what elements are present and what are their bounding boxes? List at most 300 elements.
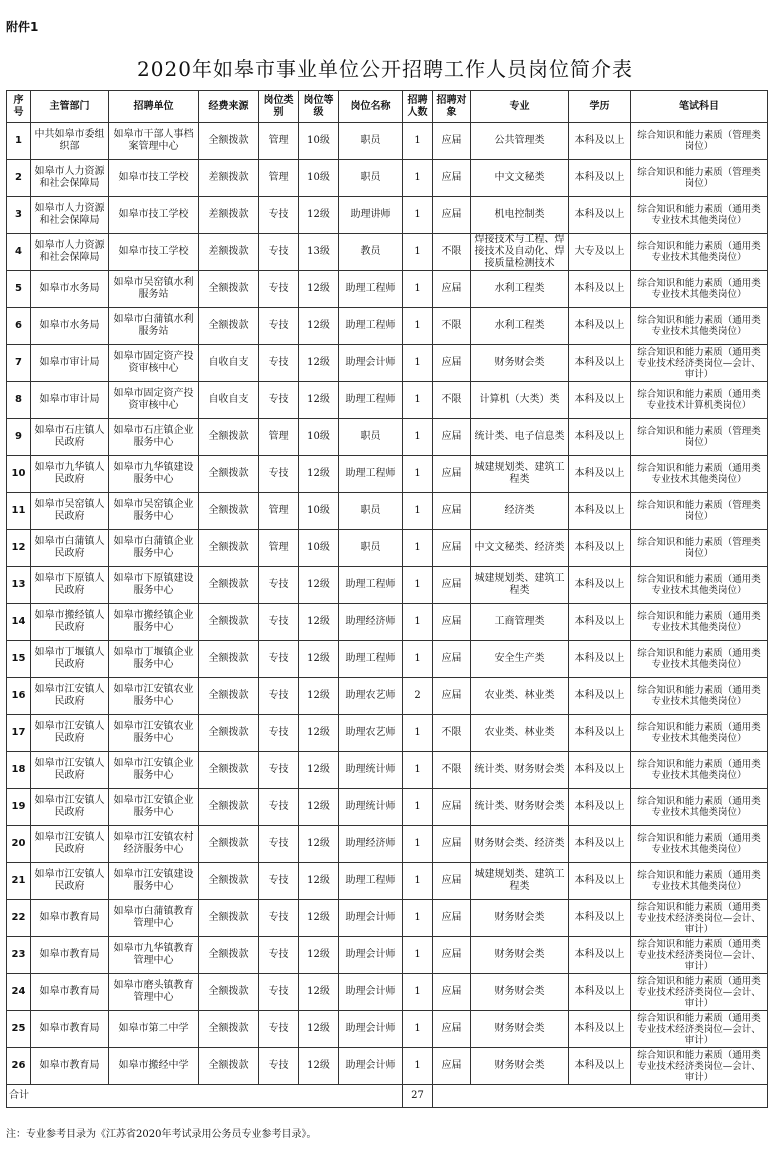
header-cell: 学历 <box>569 91 631 123</box>
attachment-label: 附件1 <box>6 20 39 34</box>
post-category: 专技 <box>259 604 299 641</box>
exam-subject: 综合知识和能力素质（管理类岗位） <box>631 530 768 567</box>
post-category: 专技 <box>259 826 299 863</box>
hire-target: 应届 <box>433 900 471 937</box>
post-category: 专技 <box>259 789 299 826</box>
hiring-unit: 如皋市江安镇企业服务中心 <box>109 752 199 789</box>
major: 农业类、林业类 <box>471 715 569 752</box>
row-number: 12 <box>7 530 31 567</box>
major: 财务财会类 <box>471 1011 569 1048</box>
hire-count: 2 <box>403 678 433 715</box>
post-level: 10级 <box>299 493 339 530</box>
post-level: 10级 <box>299 530 339 567</box>
education: 本科及以上 <box>569 493 631 530</box>
post-name: 助理工程师 <box>339 456 403 493</box>
exam-subject: 综合知识和能力素质（通用类专业技术其他类岗位） <box>631 271 768 308</box>
major: 焊接技术与工程、焊接技术及自动化、焊接质量检测技术 <box>471 234 569 271</box>
table-row <box>7 530 768 567</box>
post-name: 助理会计师 <box>339 974 403 1011</box>
post-name: 助理工程师 <box>339 863 403 900</box>
supervising-dept: 如皋市丁堰镇人民政府 <box>31 641 109 678</box>
post-name: 助理工程师 <box>339 271 403 308</box>
funding-source: 全额拨款 <box>199 456 259 493</box>
hiring-unit: 如皋市技工学校 <box>109 160 199 197</box>
hiring-unit: 如皋市江安镇农村经济服务中心 <box>109 826 199 863</box>
table-row <box>7 234 768 271</box>
funding-source: 全额拨款 <box>199 530 259 567</box>
hiring-unit: 如皋市磨头镇教育管理中心 <box>109 974 199 1011</box>
post-name: 职员 <box>339 530 403 567</box>
education: 本科及以上 <box>569 715 631 752</box>
major: 财务财会类 <box>471 345 569 382</box>
major: 中文文秘类、经济类 <box>471 530 569 567</box>
post-name: 职员 <box>339 419 403 456</box>
exam-subject: 综合知识和能力素质（通用类专业技术其他类岗位） <box>631 604 768 641</box>
row-number: 2 <box>7 160 31 197</box>
row-number: 9 <box>7 419 31 456</box>
supervising-dept: 如皋市教育局 <box>31 974 109 1011</box>
hire-target: 应届 <box>433 826 471 863</box>
post-level: 12级 <box>299 567 339 604</box>
supervising-dept: 如皋市人力资源和社会保障局 <box>31 234 109 271</box>
exam-subject: 综合知识和能力素质（管理类岗位） <box>631 493 768 530</box>
hire-target: 应届 <box>433 937 471 974</box>
supervising-dept: 如皋市江安镇人民政府 <box>31 863 109 900</box>
hire-target: 应届 <box>433 123 471 160</box>
hire-count: 1 <box>403 974 433 1011</box>
total-label: 合计 <box>7 1085 403 1108</box>
exam-subject: 综合知识和能力素质（通用类专业技术其他类岗位） <box>631 863 768 900</box>
hire-target: 应届 <box>433 1011 471 1048</box>
funding-source: 全额拨款 <box>199 678 259 715</box>
row-number: 3 <box>7 197 31 234</box>
funding-source: 差额拨款 <box>199 197 259 234</box>
table-row <box>7 900 768 937</box>
post-category: 专技 <box>259 382 299 419</box>
post-category: 专技 <box>259 863 299 900</box>
post-name: 助理会计师 <box>339 937 403 974</box>
major: 安全生产类 <box>471 641 569 678</box>
total-count: 27 <box>403 1085 433 1108</box>
exam-subject: 综合知识和能力素质（通用类专业技术经济类岗位—会计、审计） <box>631 1011 768 1048</box>
post-name: 助理工程师 <box>339 641 403 678</box>
post-category: 专技 <box>259 974 299 1011</box>
post-level: 12级 <box>299 863 339 900</box>
funding-source: 自收自支 <box>199 345 259 382</box>
funding-source: 全额拨款 <box>199 567 259 604</box>
row-number: 8 <box>7 382 31 419</box>
funding-source: 全额拨款 <box>199 715 259 752</box>
supervising-dept: 如皋市搬经镇人民政府 <box>31 604 109 641</box>
row-number: 17 <box>7 715 31 752</box>
hire-target: 应届 <box>433 493 471 530</box>
row-number: 23 <box>7 937 31 974</box>
post-name: 助理统计师 <box>339 752 403 789</box>
post-name: 助理会计师 <box>339 345 403 382</box>
supervising-dept: 如皋市下原镇人民政府 <box>31 567 109 604</box>
supervising-dept: 如皋市九华镇人民政府 <box>31 456 109 493</box>
post-category: 管理 <box>259 419 299 456</box>
education: 本科及以上 <box>569 752 631 789</box>
supervising-dept: 如皋市审计局 <box>31 382 109 419</box>
post-level: 12级 <box>299 937 339 974</box>
hiring-unit: 如皋市丁堰镇企业服务中心 <box>109 641 199 678</box>
hire-target: 应届 <box>433 604 471 641</box>
table-header-row <box>7 91 768 123</box>
header-cell: 岗位名称 <box>339 91 403 123</box>
post-name: 职员 <box>339 493 403 530</box>
post-level: 10级 <box>299 123 339 160</box>
exam-subject: 综合知识和能力素质（通用类专业技术其他类岗位） <box>631 234 768 271</box>
supervising-dept: 如皋市人力资源和社会保障局 <box>31 160 109 197</box>
exam-subject: 综合知识和能力素质（通用类专业技术其他类岗位） <box>631 715 768 752</box>
post-level: 12级 <box>299 826 339 863</box>
education: 本科及以上 <box>569 123 631 160</box>
post-name: 助理农艺师 <box>339 715 403 752</box>
supervising-dept: 如皋市江安镇人民政府 <box>31 826 109 863</box>
row-number: 20 <box>7 826 31 863</box>
post-category: 专技 <box>259 752 299 789</box>
post-level: 12级 <box>299 271 339 308</box>
post-level: 12级 <box>299 715 339 752</box>
hiring-unit: 如皋市白蒲镇教育管理中心 <box>109 900 199 937</box>
header-cell: 招聘人数 <box>403 91 433 123</box>
exam-subject: 综合知识和能力素质（通用类专业技术其他类岗位） <box>631 641 768 678</box>
hire-count: 1 <box>403 419 433 456</box>
post-category: 管理 <box>259 493 299 530</box>
major: 财务财会类 <box>471 900 569 937</box>
hiring-unit: 如皋市搬经镇企业服务中心 <box>109 604 199 641</box>
post-level: 12级 <box>299 456 339 493</box>
table-row <box>7 493 768 530</box>
exam-subject: 综合知识和能力素质（通用类专业技术其他类岗位） <box>631 678 768 715</box>
footnote: 注：专业参考目录为《江苏省2020年考试录用公务员专业参考目录》。 <box>6 1129 317 1140</box>
post-name: 职员 <box>339 123 403 160</box>
hiring-unit: 如皋市吴窑镇水利服务站 <box>109 271 199 308</box>
funding-source: 全额拨款 <box>199 271 259 308</box>
hire-target: 应届 <box>433 456 471 493</box>
supervising-dept: 如皋市江安镇人民政府 <box>31 678 109 715</box>
table-row <box>7 974 768 1011</box>
major: 财务财会类、经济类 <box>471 826 569 863</box>
row-number: 4 <box>7 234 31 271</box>
table-row <box>7 308 768 345</box>
post-category: 专技 <box>259 937 299 974</box>
hire-target: 应届 <box>433 678 471 715</box>
row-number: 10 <box>7 456 31 493</box>
hire-count: 1 <box>403 493 433 530</box>
row-number: 7 <box>7 345 31 382</box>
hire-target: 应届 <box>433 974 471 1011</box>
major: 工商管理类 <box>471 604 569 641</box>
major: 统计类、财务财会类 <box>471 752 569 789</box>
hire-count: 1 <box>403 530 433 567</box>
exam-subject: 综合知识和能力素质（通用类专业技术经济类岗位—会计、审计） <box>631 345 768 382</box>
table-row <box>7 160 768 197</box>
exam-subject: 综合知识和能力素质（管理类岗位） <box>631 123 768 160</box>
hire-count: 1 <box>403 567 433 604</box>
hire-target: 不限 <box>433 382 471 419</box>
post-level: 12级 <box>299 974 339 1011</box>
post-level: 10级 <box>299 419 339 456</box>
post-category: 专技 <box>259 197 299 234</box>
post-name: 助理农艺师 <box>339 678 403 715</box>
post-category: 专技 <box>259 715 299 752</box>
funding-source: 全额拨款 <box>199 900 259 937</box>
education: 本科及以上 <box>569 419 631 456</box>
hire-count: 1 <box>403 123 433 160</box>
major: 机电控制类 <box>471 197 569 234</box>
hire-count: 1 <box>403 160 433 197</box>
supervising-dept: 如皋市教育局 <box>31 1048 109 1085</box>
supervising-dept: 如皋市审计局 <box>31 345 109 382</box>
row-number: 6 <box>7 308 31 345</box>
post-name: 助理工程师 <box>339 308 403 345</box>
hire-target: 应届 <box>433 863 471 900</box>
funding-source: 全额拨款 <box>199 308 259 345</box>
education: 本科及以上 <box>569 345 631 382</box>
table-row <box>7 752 768 789</box>
education: 本科及以上 <box>569 678 631 715</box>
post-category: 专技 <box>259 234 299 271</box>
exam-subject: 综合知识和能力素质（通用类专业技术其他类岗位） <box>631 308 768 345</box>
hiring-unit: 如皋市下原镇建设服务中心 <box>109 567 199 604</box>
post-level: 12级 <box>299 752 339 789</box>
post-name: 助理会计师 <box>339 1048 403 1085</box>
hiring-unit: 如皋市技工学校 <box>109 197 199 234</box>
post-name: 助理讲师 <box>339 197 403 234</box>
hire-target: 应届 <box>433 197 471 234</box>
funding-source: 全额拨款 <box>199 1048 259 1085</box>
exam-subject: 综合知识和能力素质（通用类专业技术经济类岗位—会计、审计） <box>631 974 768 1011</box>
major: 城建规划类、建筑工程类 <box>471 567 569 604</box>
post-category: 专技 <box>259 641 299 678</box>
post-category: 专技 <box>259 1048 299 1085</box>
hiring-unit: 如皋市干部人事档案管理中心 <box>109 123 199 160</box>
hiring-unit: 如皋市第二中学 <box>109 1011 199 1048</box>
hire-target: 应届 <box>433 271 471 308</box>
hiring-unit: 如皋市吴窑镇企业服务中心 <box>109 493 199 530</box>
education: 本科及以上 <box>569 456 631 493</box>
hire-target: 应届 <box>433 641 471 678</box>
row-number: 13 <box>7 567 31 604</box>
post-name: 助理会计师 <box>339 900 403 937</box>
funding-source: 全额拨款 <box>199 974 259 1011</box>
post-name: 教员 <box>339 234 403 271</box>
row-number: 22 <box>7 900 31 937</box>
exam-subject: 综合知识和能力素质（通用类专业技术经济类岗位—会计、审计） <box>631 900 768 937</box>
major: 经济类 <box>471 493 569 530</box>
post-level: 12级 <box>299 197 339 234</box>
exam-subject: 综合知识和能力素质（通用类专业技术其他类岗位） <box>631 567 768 604</box>
post-name: 助理经济师 <box>339 826 403 863</box>
total-row <box>7 1085 768 1108</box>
post-category: 管理 <box>259 123 299 160</box>
table-row <box>7 345 768 382</box>
post-name: 助理经济师 <box>339 604 403 641</box>
document-title: 2020年如皋市事业单位公开招聘工作人员岗位简介表 <box>137 57 633 81</box>
hire-count: 1 <box>403 1011 433 1048</box>
header-cell: 岗位类别 <box>259 91 299 123</box>
row-number: 18 <box>7 752 31 789</box>
row-number: 1 <box>7 123 31 160</box>
hiring-unit: 如皋市九华镇教育管理中心 <box>109 937 199 974</box>
education: 本科及以上 <box>569 1048 631 1085</box>
table-row <box>7 678 768 715</box>
post-level: 12级 <box>299 382 339 419</box>
post-category: 专技 <box>259 308 299 345</box>
post-name: 助理工程师 <box>339 382 403 419</box>
education: 本科及以上 <box>569 1011 631 1048</box>
education: 本科及以上 <box>569 789 631 826</box>
hire-target: 不限 <box>433 234 471 271</box>
post-level: 12级 <box>299 1048 339 1085</box>
funding-source: 全额拨款 <box>199 826 259 863</box>
major: 财务财会类 <box>471 937 569 974</box>
hire-count: 1 <box>403 1048 433 1085</box>
post-name: 助理工程师 <box>339 567 403 604</box>
post-category: 专技 <box>259 678 299 715</box>
hire-target: 应届 <box>433 789 471 826</box>
table-row <box>7 197 768 234</box>
major: 城建规划类、建筑工程类 <box>471 863 569 900</box>
post-level: 12级 <box>299 345 339 382</box>
education: 本科及以上 <box>569 863 631 900</box>
hiring-unit: 如皋市石庄镇企业服务中心 <box>109 419 199 456</box>
post-level: 10级 <box>299 160 339 197</box>
supervising-dept: 如皋市吴窑镇人民政府 <box>31 493 109 530</box>
table-row <box>7 567 768 604</box>
table-row <box>7 382 768 419</box>
post-category: 管理 <box>259 530 299 567</box>
hire-target: 不限 <box>433 752 471 789</box>
row-number: 19 <box>7 789 31 826</box>
hire-count: 1 <box>403 900 433 937</box>
row-number: 21 <box>7 863 31 900</box>
education: 本科及以上 <box>569 974 631 1011</box>
post-category: 专技 <box>259 900 299 937</box>
header-cell: 经费来源 <box>199 91 259 123</box>
exam-subject: 综合知识和能力素质（管理类岗位） <box>631 419 768 456</box>
supervising-dept: 如皋市江安镇人民政府 <box>31 752 109 789</box>
table-row <box>7 1011 768 1048</box>
funding-source: 全额拨款 <box>199 937 259 974</box>
exam-subject: 综合知识和能力素质（通用类专业技术其他类岗位） <box>631 752 768 789</box>
hire-count: 1 <box>403 863 433 900</box>
education: 本科及以上 <box>569 271 631 308</box>
hiring-unit: 如皋市江安镇农业服务中心 <box>109 678 199 715</box>
education: 大专及以上 <box>569 234 631 271</box>
post-level: 12级 <box>299 900 339 937</box>
major: 农业类、林业类 <box>471 678 569 715</box>
hire-count: 1 <box>403 197 433 234</box>
row-number: 5 <box>7 271 31 308</box>
exam-subject: 综合知识和能力素质（通用类专业技术计算机类岗位） <box>631 382 768 419</box>
exam-subject: 综合知识和能力素质（管理类岗位） <box>631 160 768 197</box>
total-blank <box>433 1085 768 1108</box>
row-number: 11 <box>7 493 31 530</box>
funding-source: 全额拨款 <box>199 863 259 900</box>
hiring-unit: 如皋市江安镇企业服务中心 <box>109 789 199 826</box>
header-cell: 笔试科目 <box>631 91 768 123</box>
hire-count: 1 <box>403 271 433 308</box>
post-level: 12级 <box>299 1011 339 1048</box>
funding-source: 差额拨款 <box>199 234 259 271</box>
hire-count: 1 <box>403 234 433 271</box>
funding-source: 全额拨款 <box>199 493 259 530</box>
post-level: 12级 <box>299 789 339 826</box>
major: 统计类、财务财会类 <box>471 789 569 826</box>
supervising-dept: 如皋市水务局 <box>31 308 109 345</box>
hiring-unit: 如皋市白蒲镇企业服务中心 <box>109 530 199 567</box>
hire-count: 1 <box>403 308 433 345</box>
post-name: 助理会计师 <box>339 1011 403 1048</box>
major: 水利工程类 <box>471 308 569 345</box>
post-level: 12级 <box>299 308 339 345</box>
post-category: 专技 <box>259 271 299 308</box>
table-row <box>7 863 768 900</box>
hire-count: 1 <box>403 715 433 752</box>
post-level: 13级 <box>299 234 339 271</box>
education: 本科及以上 <box>569 641 631 678</box>
funding-source: 全额拨款 <box>199 641 259 678</box>
education: 本科及以上 <box>569 900 631 937</box>
hire-target: 应届 <box>433 530 471 567</box>
hiring-unit: 如皋市江安镇建设服务中心 <box>109 863 199 900</box>
post-level: 12级 <box>299 678 339 715</box>
exam-subject: 综合知识和能力素质（通用类专业技术经济类岗位—会计、审计） <box>631 937 768 974</box>
major: 中文文秘类 <box>471 160 569 197</box>
table-row <box>7 123 768 160</box>
education: 本科及以上 <box>569 567 631 604</box>
table-row <box>7 641 768 678</box>
row-number: 14 <box>7 604 31 641</box>
supervising-dept: 如皋市教育局 <box>31 1011 109 1048</box>
table-row <box>7 604 768 641</box>
major: 公共管理类 <box>471 123 569 160</box>
supervising-dept: 如皋市江安镇人民政府 <box>31 715 109 752</box>
hiring-unit: 如皋市白蒲镇水利服务站 <box>109 308 199 345</box>
hire-count: 1 <box>403 789 433 826</box>
exam-subject: 综合知识和能力素质（通用类专业技术其他类岗位） <box>631 456 768 493</box>
hire-target: 不限 <box>433 308 471 345</box>
hire-target: 应届 <box>433 160 471 197</box>
hiring-unit: 如皋市固定资产投资审核中心 <box>109 345 199 382</box>
hire-target: 应届 <box>433 419 471 456</box>
major: 财务财会类 <box>471 1048 569 1085</box>
table-row <box>7 826 768 863</box>
education: 本科及以上 <box>569 197 631 234</box>
hire-target: 应届 <box>433 567 471 604</box>
education: 本科及以上 <box>569 530 631 567</box>
education: 本科及以上 <box>569 308 631 345</box>
header-cell: 招聘对象 <box>433 91 471 123</box>
exam-subject: 综合知识和能力素质（通用类专业技术其他类岗位） <box>631 197 768 234</box>
education: 本科及以上 <box>569 937 631 974</box>
post-level: 12级 <box>299 604 339 641</box>
supervising-dept: 如皋市教育局 <box>31 900 109 937</box>
post-category: 专技 <box>259 567 299 604</box>
supervising-dept: 如皋市人力资源和社会保障局 <box>31 197 109 234</box>
supervising-dept: 如皋市白蒲镇人民政府 <box>31 530 109 567</box>
hire-count: 1 <box>403 604 433 641</box>
hiring-unit: 如皋市技工学校 <box>109 234 199 271</box>
hire-count: 1 <box>403 641 433 678</box>
supervising-dept: 如皋市教育局 <box>31 937 109 974</box>
supervising-dept: 中共如皋市委组织部 <box>31 123 109 160</box>
row-number: 25 <box>7 1011 31 1048</box>
major: 财务财会类 <box>471 974 569 1011</box>
